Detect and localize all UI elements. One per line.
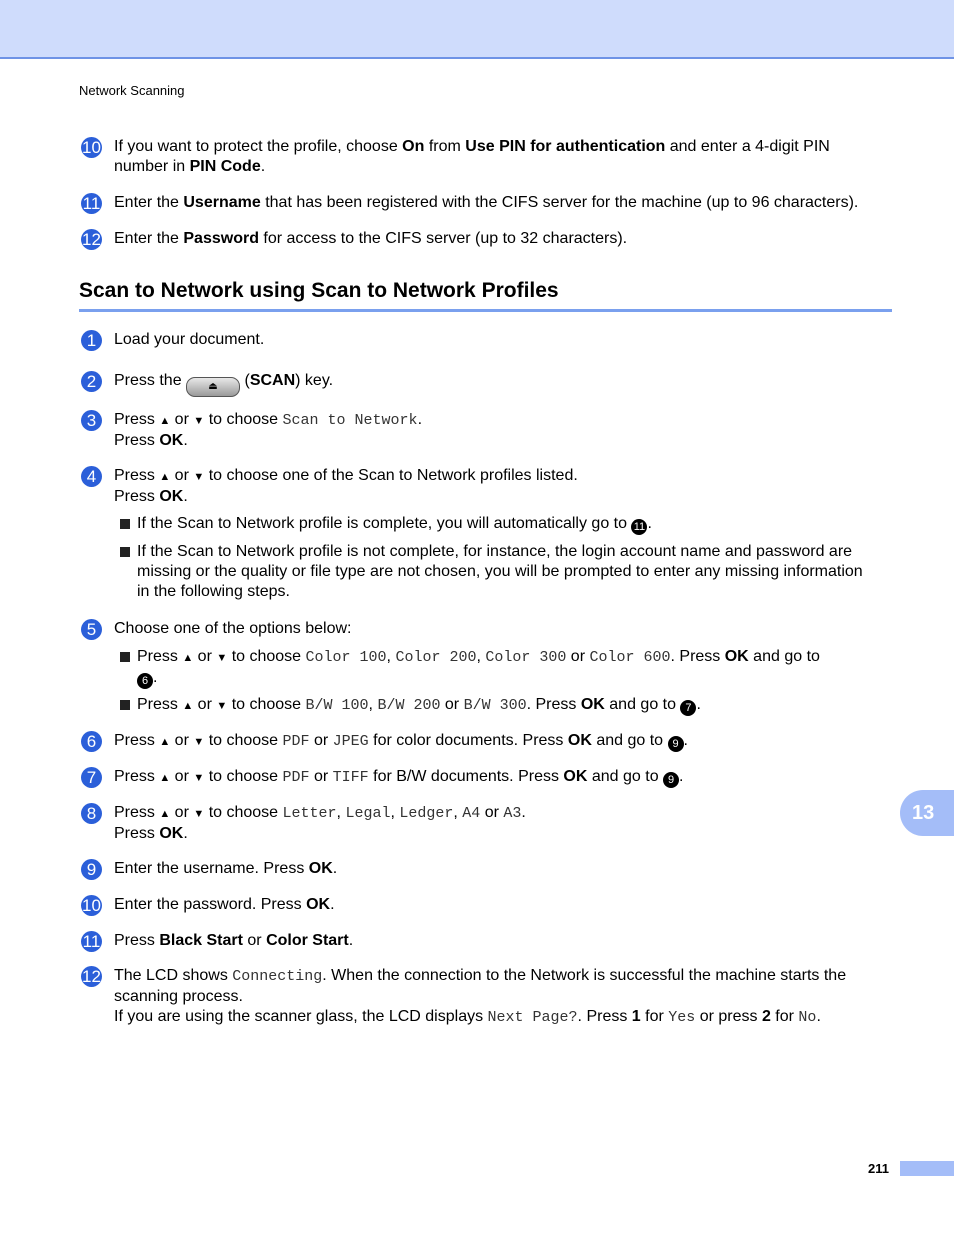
down-arrow-icon: ▼: [193, 808, 205, 820]
step-ref-icon: 7: [680, 700, 696, 716]
step-ref-icon: 9: [668, 736, 684, 752]
step-number: 11: [82, 932, 101, 951]
step-number: 10: [82, 896, 101, 915]
step-3-text: Press ▲ or ▼ to choose Scan to Network. Press OK.: [114, 411, 423, 449]
step-number: 8: [81, 803, 102, 824]
step-number: 2: [81, 371, 102, 392]
step-number: 10: [82, 138, 101, 157]
step-10-text: If you want to protect the profile, choose On from Use PIN for authentication and enter a 4-digit PIN number in PIN Code.: [114, 138, 830, 175]
up-arrow-icon: ▲: [159, 772, 171, 784]
step-ref-icon: 6: [137, 673, 153, 689]
step-number: 12: [82, 230, 101, 249]
up-arrow-icon: ▲: [159, 808, 171, 820]
step-number: 5: [81, 619, 102, 640]
up-arrow-icon: ▲: [159, 415, 171, 427]
step-5-text: Choose one of the options below:: [114, 620, 352, 637]
up-arrow-icon: ▲: [159, 471, 171, 483]
bullet-square-icon: [120, 652, 130, 662]
section-divider: [79, 309, 892, 312]
chapter-tab: 13: [900, 790, 954, 836]
up-arrow-icon: ▲: [182, 700, 194, 712]
step-12-text: Enter the Password for access to the CIFS server (up to 32 characters).: [114, 230, 628, 247]
step-7-text: Press ▲ or ▼ to choose PDF or TIFF for B/W documents. Press OK and go to 9 .: [114, 768, 684, 786]
running-header: Network Scanning: [79, 83, 185, 98]
step-2-text: Press the ⏏ (SCAN) key.: [114, 371, 894, 397]
up-arrow-icon: ▲: [182, 652, 194, 664]
step-number: 3: [81, 410, 102, 431]
step-number: 11: [82, 194, 101, 213]
step-ref-icon: 9: [663, 772, 679, 788]
scan-key-icon: ⏏: [186, 377, 240, 397]
down-arrow-icon: ▼: [193, 471, 205, 483]
step-9-text: Enter the username. Press OK.: [114, 860, 338, 877]
step-ref-icon: 11: [631, 519, 647, 535]
step-11-text: Press Black Start or Color Start.: [114, 932, 354, 949]
step-number: 6: [81, 731, 102, 752]
step-number: 7: [81, 767, 102, 788]
header-band: [0, 0, 954, 59]
down-arrow-icon: ▼: [216, 700, 228, 712]
step-number: 4: [81, 466, 102, 487]
step-8-text: Press ▲ or ▼ to choose Letter, Legal, Ledger, A4 or A3. Press OK.: [114, 804, 526, 842]
step-number: 1: [81, 330, 102, 351]
step-12-text: The LCD shows Connecting. When the connection to the Network is successful the machine starts the scanning process. If you are using the scanner glass, the LCD displays Next Page?. Press 1 for Yes or press 2 for No.: [114, 967, 847, 1026]
step-4-text: Press ▲ or ▼ to choose one of the Scan to Network profiles listed. Press OK.: [114, 467, 578, 505]
bullet-square-icon: [120, 547, 130, 557]
down-arrow-icon: ▼: [193, 415, 205, 427]
down-arrow-icon: ▼: [193, 772, 205, 784]
page-number-bar: [900, 1161, 954, 1176]
step-number: 9: [81, 859, 102, 880]
down-arrow-icon: ▼: [193, 736, 205, 748]
step-11-text: Enter the Username that has been registered with the CIFS server for the machine (up to 96 characters).: [114, 194, 859, 211]
section-title: Scan to Network using Scan to Network Profiles: [79, 279, 559, 302]
step-10-text: Enter the password. Press OK.: [114, 896, 335, 913]
step-number: 12: [82, 967, 101, 986]
up-arrow-icon: ▲: [159, 736, 171, 748]
step-6-text: Press ▲ or ▼ to choose PDF or JPEG for color documents. Press OK and go to 9 .: [114, 732, 688, 750]
page-number: 211: [868, 1161, 889, 1176]
down-arrow-icon: ▼: [216, 652, 228, 664]
step-1-text: Load your document.: [114, 331, 265, 348]
bullet-square-icon: [120, 519, 130, 529]
bullet-square-icon: [120, 700, 130, 710]
